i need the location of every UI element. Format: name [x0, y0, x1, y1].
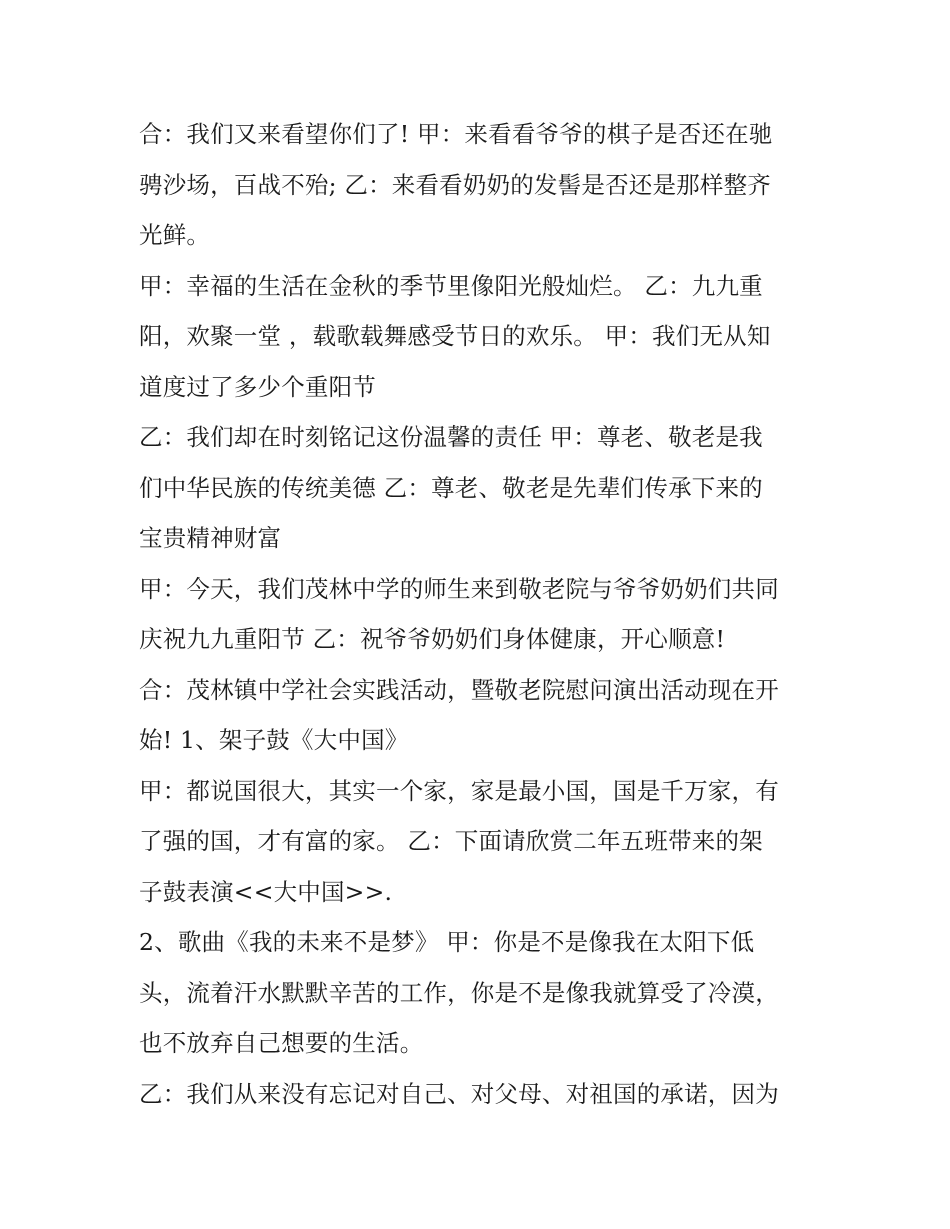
text-line: 合：茂林镇中学社会实践活动，暨敬老院慰问演出活动现在开 [139, 675, 779, 704]
text-line: 乙：我们却在时刻铭记这份温馨的责任 甲：尊老、敬老是我 [139, 423, 763, 451]
text-line: 了强的国，才有富的家。 乙：下面请欣赏二年五班带来的架 [139, 827, 763, 855]
text-line: 乙：我们从来没有忘记对自己、对父母、对祖国的承诺，因为 [139, 1079, 779, 1108]
text-line: 子鼓表演<<大中国>>. [139, 877, 393, 906]
text-line: 始! 1、架子鼓《大中国》 [139, 726, 409, 754]
text-line: 头，流着汗水默默辛苦的工作，你是不是像我就算受了冷漠， [139, 978, 779, 1007]
text-line: 甲：都说国很大，其实一个家，家是最小国，国是千万家，有 [139, 776, 779, 805]
text-line: 骋沙场，百战不殆; 乙：来看看奶奶的发髻是否还是那样整齐 [139, 170, 771, 199]
text-line: 也不放弃自己想要的生活。 [139, 1029, 424, 1057]
text-line: 庆祝九九重阳节 乙：祝爷爷奶奶们身体健康，开心顺意! [139, 625, 726, 653]
text-line: 道度过了多少个重阳节 [139, 372, 376, 401]
text-line: 合：我们又来看望你们了! 甲：来看看爷爷的棋子是否还在驰 [139, 120, 773, 148]
text-line: 光鲜。 [139, 221, 211, 249]
text-line: 宝贵精神财富 [139, 524, 282, 552]
document-body [139, 109, 819, 1119]
text-line: 甲：幸福的生活在金秋的季节里像阳光般灿烂。 乙：九九重 [139, 271, 763, 300]
text-line: 2、歌曲《我的未来不是梦》 甲：你是不是像我在太阳下低 [139, 928, 755, 956]
text-line: 们中华民族的传统美德 乙：尊老、敬老是先辈们传承下来的 [139, 473, 763, 502]
text-line: 甲：今天，我们茂林中学的师生来到敬老院与爷爷奶奶们共同 [139, 574, 779, 603]
text-line: 阳，欢聚一堂 ，载歌载舞感受节日的欢乐。 甲：我们无从知 [139, 322, 771, 350]
